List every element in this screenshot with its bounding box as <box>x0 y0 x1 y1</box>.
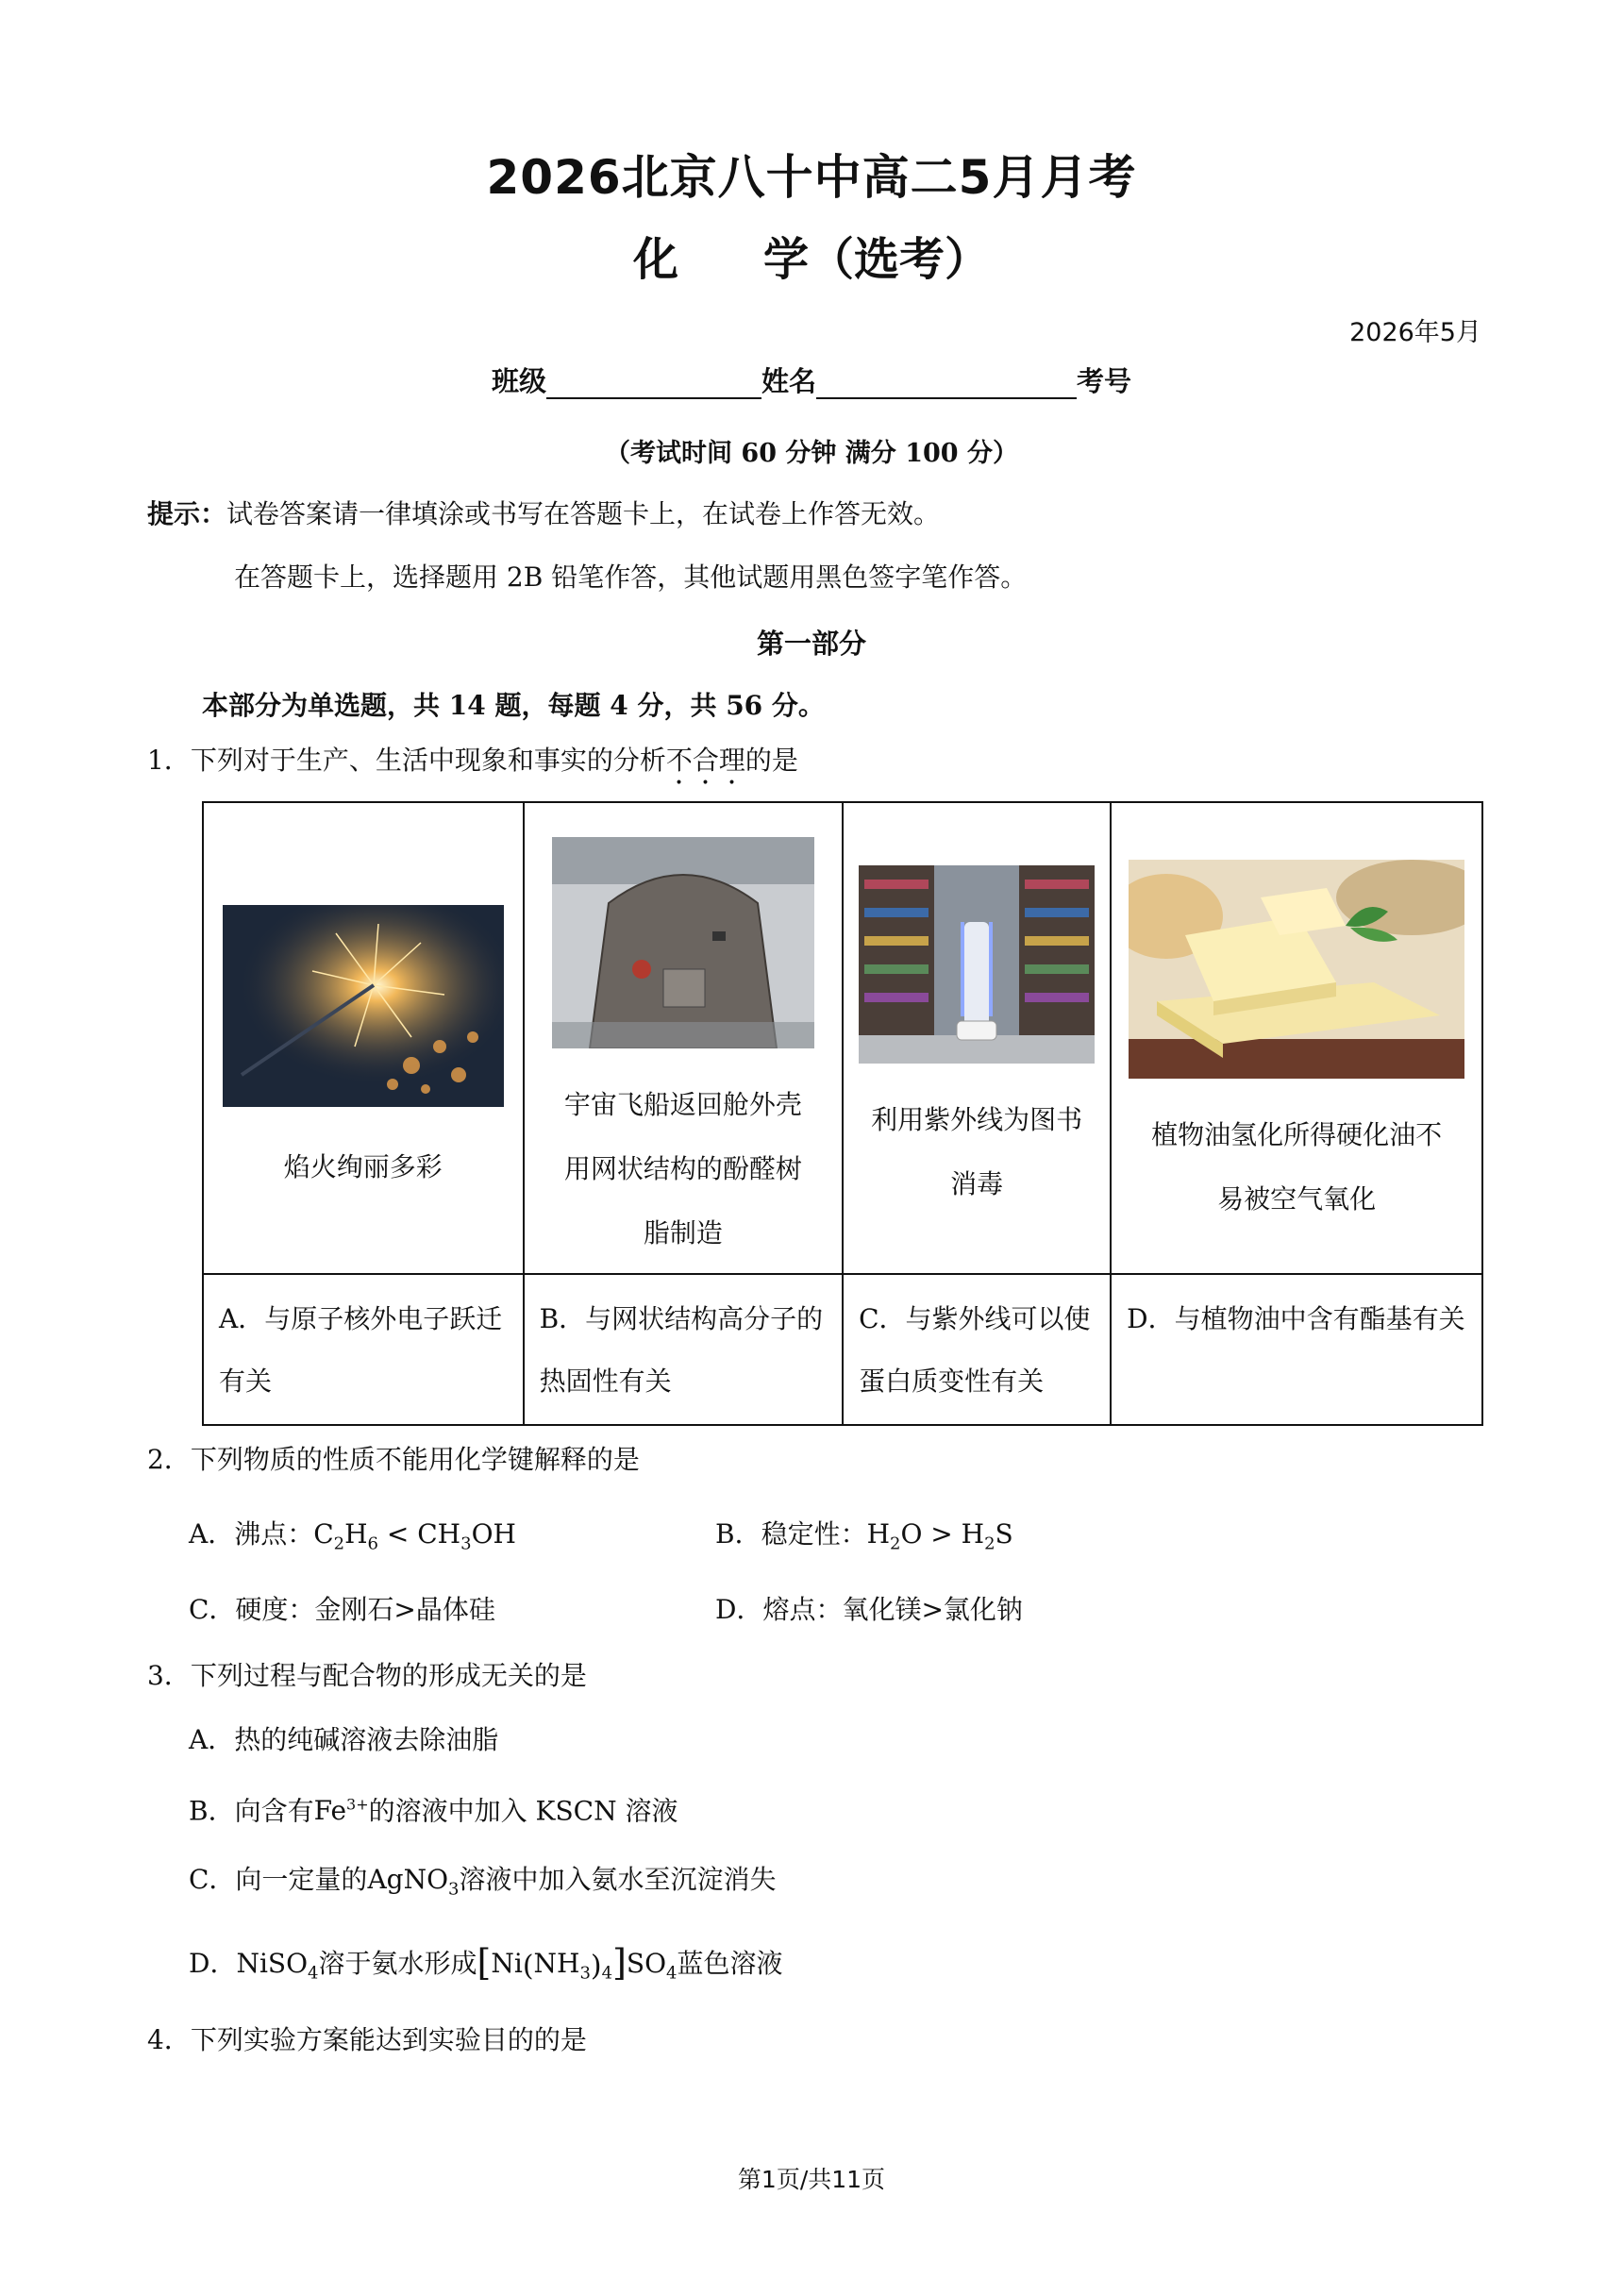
q3-d-mid: 溶于氨水形成 <box>318 1948 477 1979</box>
q3-b-prefix: B．向含有 <box>189 1795 314 1827</box>
q1-cell-a <box>203 802 524 1274</box>
name-blank[interactable] <box>816 369 1077 399</box>
q4-stem: 4．下列实验方案能达到实验目的的是 <box>147 2024 587 2055</box>
subject-char-rest: 学（选考） <box>763 233 991 286</box>
q3-b-suffix: 的溶液中加入 KSCN 溶液 <box>368 1795 678 1827</box>
q1-cell-d <box>1111 802 1482 1274</box>
q1-b-caption-line-3: 脂制造 <box>643 1217 723 1249</box>
uv-robot-library-photo <box>859 865 1095 1064</box>
q1-option-b: B．与网状结构高分子的热固性有关 <box>524 1274 843 1425</box>
q1-table <box>202 801 1483 1426</box>
q1-cell-b <box>524 802 843 1274</box>
class-label: 班级 <box>491 365 546 397</box>
q1-d-caption-line-1: 植物油氢化所得硬化油不 <box>1151 1119 1443 1150</box>
q3-d-prefix: D． <box>189 1948 237 1979</box>
q3-option-c <box>189 1861 777 1909</box>
q3-c-suffix: 溶液中加入氨水至沉淀消失 <box>459 1864 777 1895</box>
q1-stem-emphasis: 不合理 <box>665 745 745 776</box>
q1-option-c: C．与紫外线可以使蛋白质变性有关 <box>843 1274 1111 1425</box>
q2-a-label: A．沸点： <box>189 1518 314 1550</box>
exam-time-info: （考试时间 60 分钟 满分 100 分） <box>605 439 1018 468</box>
exam-date: 2026年5月 <box>1349 318 1481 347</box>
q2-b-label: B．稳定性： <box>715 1518 867 1550</box>
tips-text-1: 试卷答案请一律填涂或书写在答题卡上，在试卷上作答无效。 <box>226 498 941 529</box>
butter-photo <box>1129 860 1464 1079</box>
sparkler-photo <box>223 905 504 1107</box>
q3-stem: 3．下列过程与配合物的形成无关的是 <box>147 1660 587 1691</box>
spacecraft-capsule-photo <box>552 837 814 1048</box>
q3-c-formula: AgNO$_3$ <box>367 1864 460 1900</box>
q1-a-caption-line: 焰火绚丽多彩 <box>283 1151 443 1182</box>
q3-option-a: A．热的纯碱溶液去除油脂 <box>189 1724 499 1755</box>
tips-label: 提示： <box>147 498 227 529</box>
q3-option-b <box>189 1786 678 1830</box>
q1-stem <box>147 742 798 791</box>
name-label: 姓名 <box>761 365 816 397</box>
q1-a-caption <box>204 1135 523 1199</box>
tips-line-1 <box>147 495 940 533</box>
tips-line-2: 在答题卡上，选择题用 2B 铅笔作答，其他试题用黑色签字笔作答。 <box>234 561 1028 593</box>
q3-option-d <box>189 1944 783 1993</box>
q1-c-caption-line-1: 利用紫外线为图书 <box>871 1104 1083 1135</box>
q2-stem: 2．下列物质的性质不能用化学键解释的是 <box>147 1444 640 1475</box>
q1-stem-prefix: 1．下列对于生产、生活中现象和事实的分析 <box>147 745 666 776</box>
subject-char-1: 化 <box>632 233 678 286</box>
q2-b-formula: $H_2O > H_2S$ <box>866 1518 1013 1554</box>
exam-title: 2026北京八十中高二5月月考 <box>486 150 1137 205</box>
page-number: 第1页/共11页 <box>737 2166 886 2193</box>
student-info-line <box>0 360 1623 399</box>
q2-option-b <box>715 1516 1013 1564</box>
section-intro: 本部分为单选题，共 14 题，每题 4 分，共 56 分。 <box>202 690 825 721</box>
q1-b-caption-line-1: 宇宙飞船返回舱外壳 <box>563 1089 802 1120</box>
subject-title <box>0 223 1623 288</box>
q1-d-caption <box>1112 1103 1481 1232</box>
section-title: 第一部分 <box>756 628 866 660</box>
q2-option-d: D．熔点：氧化镁>氯化钠 <box>715 1594 1023 1625</box>
q3-c-prefix: C．向一定量的 <box>189 1864 368 1895</box>
exam-no-label: 考号 <box>1077 365 1132 397</box>
q2-option-a <box>189 1516 516 1564</box>
q2-a-formula: $C_2H_6 < CH_3OH$ <box>313 1518 516 1554</box>
q3-d-formula-1: NiSO$_4$ <box>236 1948 319 1984</box>
class-blank[interactable] <box>546 369 761 399</box>
q1-option-a: A．与原子核外电子跃迁有关 <box>203 1274 524 1425</box>
q3-d-complex: $[Ni(NH_3)_4]SO_4$ <box>477 1942 678 1984</box>
q1-option-d: D．与植物油中含有酯基有关 <box>1111 1274 1482 1425</box>
q1-cell-c <box>843 802 1111 1274</box>
q1-stem-suffix: 的是 <box>745 745 798 776</box>
q1-b-caption <box>525 1073 842 1265</box>
q1-c-caption <box>844 1088 1110 1216</box>
q1-c-caption-line-2: 消毒 <box>950 1168 1004 1199</box>
q1-b-caption-line-2: 用网状结构的酚醛树 <box>563 1153 802 1184</box>
q3-b-ion: $Fe^{3+}$ <box>313 1795 369 1827</box>
q1-d-caption-line-2: 易被空气氧化 <box>1217 1183 1377 1215</box>
q3-d-suffix: 蓝色溶液 <box>677 1948 783 1979</box>
q2-option-c: C．硬度：金刚石>晶体硅 <box>189 1594 495 1625</box>
